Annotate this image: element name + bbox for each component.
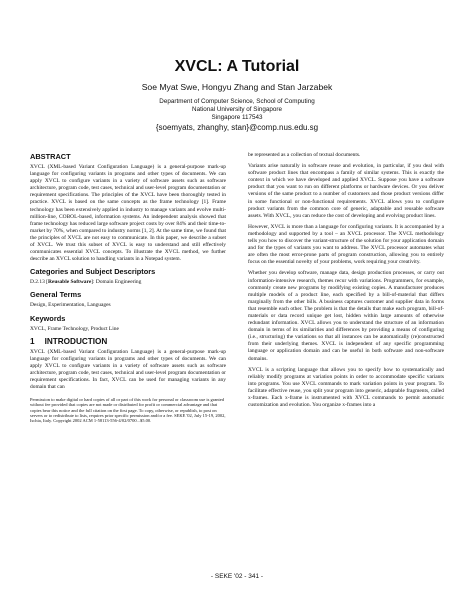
abstract-text: XVCL (XML-based Variant Configuration Language) is a general-purpose mark-up language for configuring variants in programs and other types of documents. We can apply XVCL to configure variants in a variety of software assets such as software architecture, program code, test cases, technical and user-level program documentation or requirement specifications. The principles of the XVCL have been thoroughly tested in practice. XVCL is based on the same concepts as the frame technology [1]. Frame technology has been extensively applied in industry to manage variants and evolve multi-million-line, COBOL-based, information systems. An independent analysis showed that frame technology has reduced large software project costs by over 84% and their time-to-market by 70%, when compared to industry norms [1, 2]. At the same time, we found that the principles of XVCL are not easy to communicate. In this paper, we describe a subset of XVCL. We trust this subset of XVCL is easy to understand and still effectively communicates essential XVCL concepts. To illustrate the XVCL method, we further describe an XVCL solution to handling variants in a Notepad system. — [30, 164, 226, 263]
affiliation-block — [0, 98, 474, 133]
categories-text — [30, 279, 226, 286]
general-terms-heading: General Terms — [30, 290, 82, 300]
page-footer: - SEKE '02 - 341 - — [210, 573, 264, 580]
abstract-heading: ABSTRACT — [30, 152, 71, 161]
right-paragraph-3: However, XVCL is more than a language for configuring variants. It is accompanied by a methodology and supported by a tool – an XVCL processor. The XVCL methodology tells you how to discover the variant-structure of the solution for your application domain and for the types of variants you want to address. The XVCL processor automates what are often the most error-prone parts of program construction, allowing you to entirely focus on the essential novelty of your problems, work requiring your creativity. — [248, 223, 444, 266]
section-title: INTRODUCTION — [44, 336, 108, 346]
general-terms-text: Design, Experimentation, Languages — [30, 302, 111, 309]
left-column — [30, 152, 226, 428]
category-code: D.2.13 [ — [30, 279, 48, 286]
author-list: Soe Myat Swe, Hongyu Zhang and Stan Jarzabek — [141, 82, 333, 92]
right-paragraph-1: be represented as a collection of textual documents. — [248, 152, 361, 158]
affiliation-department: Department of Computer Science, School of Computing — [159, 98, 315, 105]
affiliation-university: National University of Singapore — [192, 106, 282, 114]
keywords-heading: Keywords — [30, 313, 66, 323]
section-number: 1 — [30, 336, 35, 346]
keywords-text: XVCL, Frame Technology, Product Line — [30, 325, 119, 332]
right-paragraph-2: Variants arise naturally in software reuse and evolution, in particular, if you deal with software product lines that encompass a family of similar systems. This is exactly the context in which we have developed and applied XVCL. Suppose you have a software product that you want to run on different platforms or hardware devices. Or you deliver versions of the same product to a number of customers and those product versions differ in some functional or non-functional requirements. XVCL allows you to configure product variants from the common core of generic, adaptable and reusable software assets. With XVCL, you can reduce the cost of developing and evolving product lines. — [248, 163, 444, 219]
categories-heading: Categories and Subject Descriptors — [30, 267, 156, 277]
right-paragraph-5: XVCL is a scripting language that allows you to specify how to systematically and reliably modify programs at variation points in order to accommodate specific variants into programs. You use XVCL commands to mark variation points in your program. To facilitate effective reuse, you split your program into generic, adaptable fragments, called x-frames. Each x-frame is instrumented with XVCL commands to permit automatic customization and evolution. You organize x-frames into a — [248, 366, 444, 409]
author-email[interactable]: {soemyats, zhanghy, stan}@comp.nus.edu.sg — [155, 122, 319, 132]
introduction-heading — [30, 337, 226, 346]
right-column — [248, 152, 444, 413]
right-paragraph-4: Whether you develop software, manage data, design production processes, or carry out information-intensive research, themes recur with variations. Programmers, for example, commonly create new programs by modifying existing copies. A manufacturer produces multiple models of a product line, each specified by a bill-of-material that differs marginally from the other bills. A business captures customer and supplier data in forms that resemble each other. The problem is that the details that make each program, bill-of-materials or data record unique get lost, hidden within large amounts of otherwise redundant information. XVCL allows you to understand the structure of an information domain in terms of its similarities and differences by providing a means of configuring (i.e., structuring) the variations so that all instances can be automatically (re)constructed from their underlying themes. XVCL is independent of any specific programming language or application domain and can be useful in both software and non-software domains. — [248, 270, 444, 362]
category-rest: ]: Domain Engineering — [91, 279, 142, 286]
permission-notice: Permission to make digital or hard copies of all or part of this work for personal or classroom use is granted without fee provided that copies are not made or distributed for profit or commercial advantage and that copies bear this notice and the full citation on the first page. To copy, otherwise, or republish, to post on servers or to redistribute to lists, requires prior specific permission and/or a fee. SEKE '02, July 15-19, 2002, Ischia, Italy. Copyright 2002 ACM 1-58113-556-4/02/0700...$5.00. — [30, 397, 226, 424]
category-bold: Reusable Software — [47, 279, 92, 286]
introduction-text: XVCL (XML-based Variant Configuration Language) is a general-purpose mark-up language for configuring variants in programs and other types of documents. We can apply XVCL to configure variants in a variety of software assets such as software architecture, program code, test cases, technical and user-level program documentation or requirement specifications. In fact, XVCL can be used for managing variants in any domain that can — [30, 348, 226, 391]
paper-title: XVCL: A Tutorial — [174, 58, 300, 75]
affiliation-city: Singapore 117543 — [211, 114, 263, 122]
